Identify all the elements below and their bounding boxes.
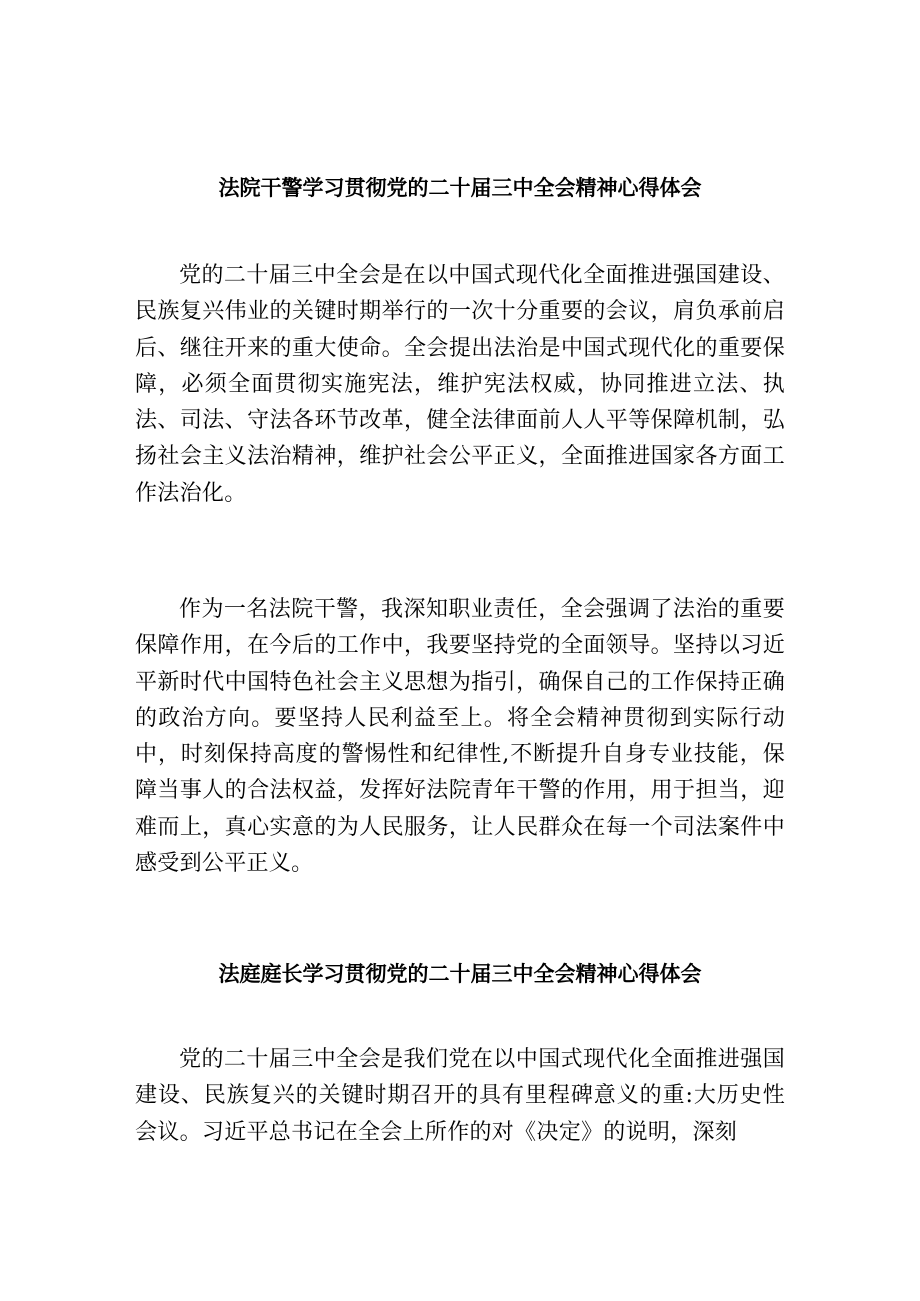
- section-2-paragraph-1: 党的二十届三中全会是我们党在以中国式现代化全面推进强国建设、民族复兴的关键时期召开的具有里程碑意义的重:大历史性会议。习近平总书记在全会上所作的对《决定》的说明，深刻: [135, 1047, 785, 1145]
- section-1-paragraph-2: 作为一名法院干警，我深知职业责任，全会强调了法治的重要保障作用，在今后的工作中，我要坚持党的全面领导。坚持以习近平新时代中国特色社会主义思想为指引，确保自己的工作保持正确的政治方向。要坚持人民利益至上。将全会精神贯彻到实际行动中，时刻保持高度的警惕性和纪律性,不断提升自身专业技能，保障当事人的合法权益，发挥好法院青年干警的作用，用于担当，迎难而上，真心实意的为人民服务，让人民群众在每一个司法案件中感受到公平正义。: [135, 597, 785, 877]
- section-2-title: 法庭庭长学习贯彻党的二十届三中全会精神心得体会: [218, 961, 702, 986]
- section-1-paragraph-1: 党的二十届三中全会是在以中国式现代化全面推进强国建设、民族复兴伟业的关键时期举行的一次十分重要的会议，肩负承前启后、继往开来的重大使命。全会提出法治是中国式现代化的重要保障，必须全面贯彻实施宪法，维护宪法权威，协同推进立法、执法、司法、守法各环节改革，健全法律面前人人平等保障机制，弘扬社会主义法治精神，维护社会公平正义，全面推进国家各方面工作法治化。: [135, 263, 785, 506]
- section-1-title: 法院干警学习贯彻党的二十届三中全会精神心得体会: [218, 175, 702, 200]
